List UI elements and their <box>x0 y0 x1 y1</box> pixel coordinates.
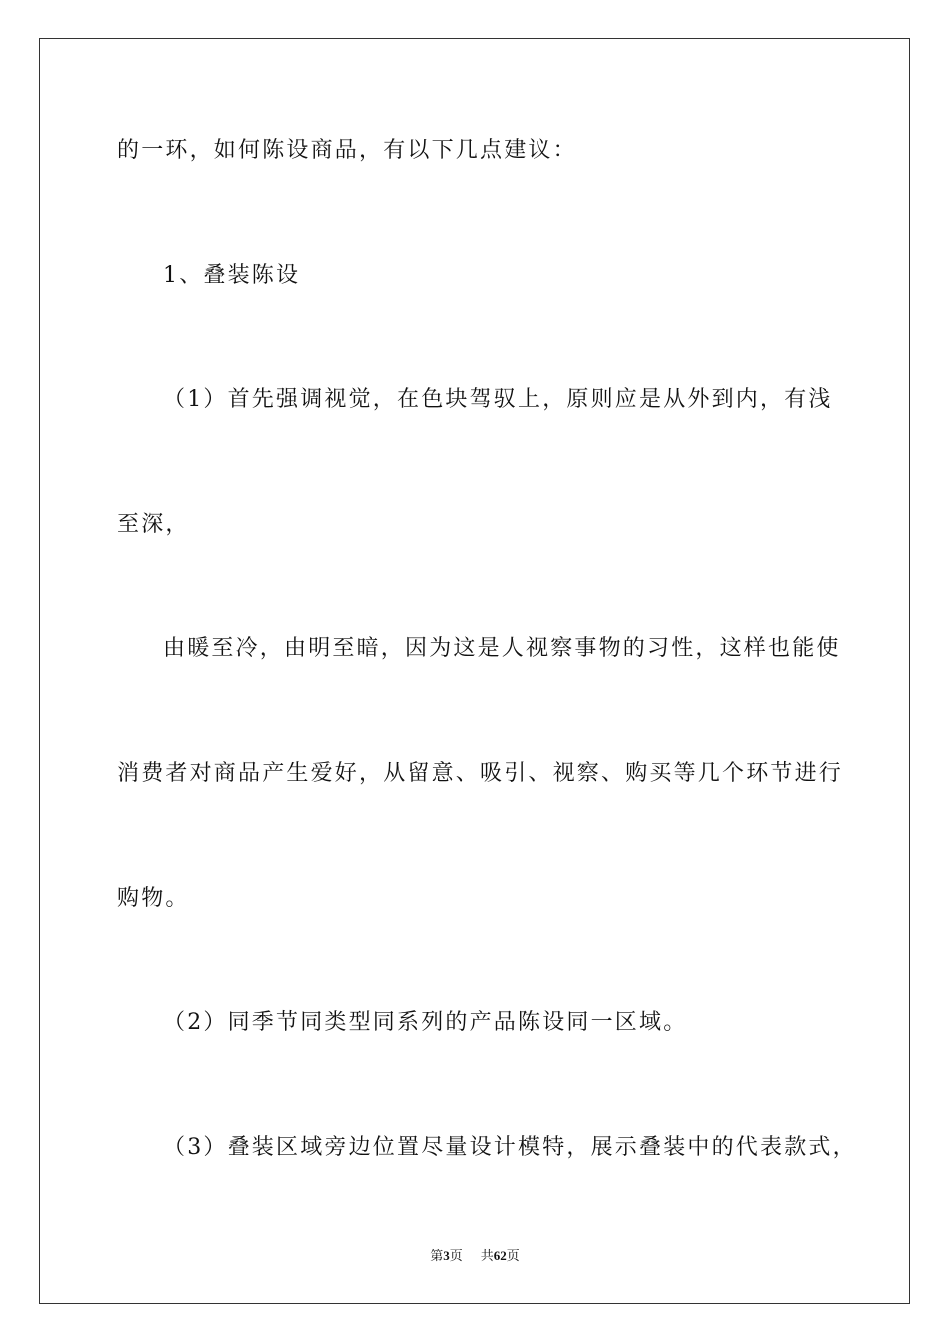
footer-page-suffix: 页 <box>449 1249 463 1264</box>
footer-page-prefix: 第 <box>430 1249 444 1264</box>
paragraph-line-5: 由暖至冷，由明至暗，因为这是人视察事物的习性，这样也能使 <box>163 636 841 661</box>
page-border <box>39 38 910 1304</box>
page-footer <box>0 1247 950 1266</box>
paragraph-line-1: 的一环，如何陈设商品，有以下几点建议： <box>117 138 577 163</box>
section-heading-stacked-display: 1、叠装陈设 <box>163 263 301 288</box>
paragraph-line-6: 消费者对商品产生爱好，从留意、吸引、视察、购买等几个环节进行 <box>117 761 844 786</box>
paragraph-line-8: （2）同季节同类型同系列的产品陈设同一区域。 <box>163 1010 688 1035</box>
footer-total-suffix: 页 <box>506 1249 520 1264</box>
paragraph-line-3: （1）首先强调视觉，在色块驾驭上，原则应是从外到内，有浅 <box>163 387 833 412</box>
paragraph-line-4: 至深， <box>117 512 190 537</box>
footer-total-pages: 62 <box>493 1248 507 1263</box>
footer-page-number: 3 <box>443 1248 450 1263</box>
footer-total-prefix: 共 <box>480 1249 494 1264</box>
paragraph-line-7: 购物。 <box>117 886 190 911</box>
paragraph-line-9: （3）叠装区域旁边位置尽量设计模特，展示叠装中的代表款式， <box>163 1135 857 1160</box>
